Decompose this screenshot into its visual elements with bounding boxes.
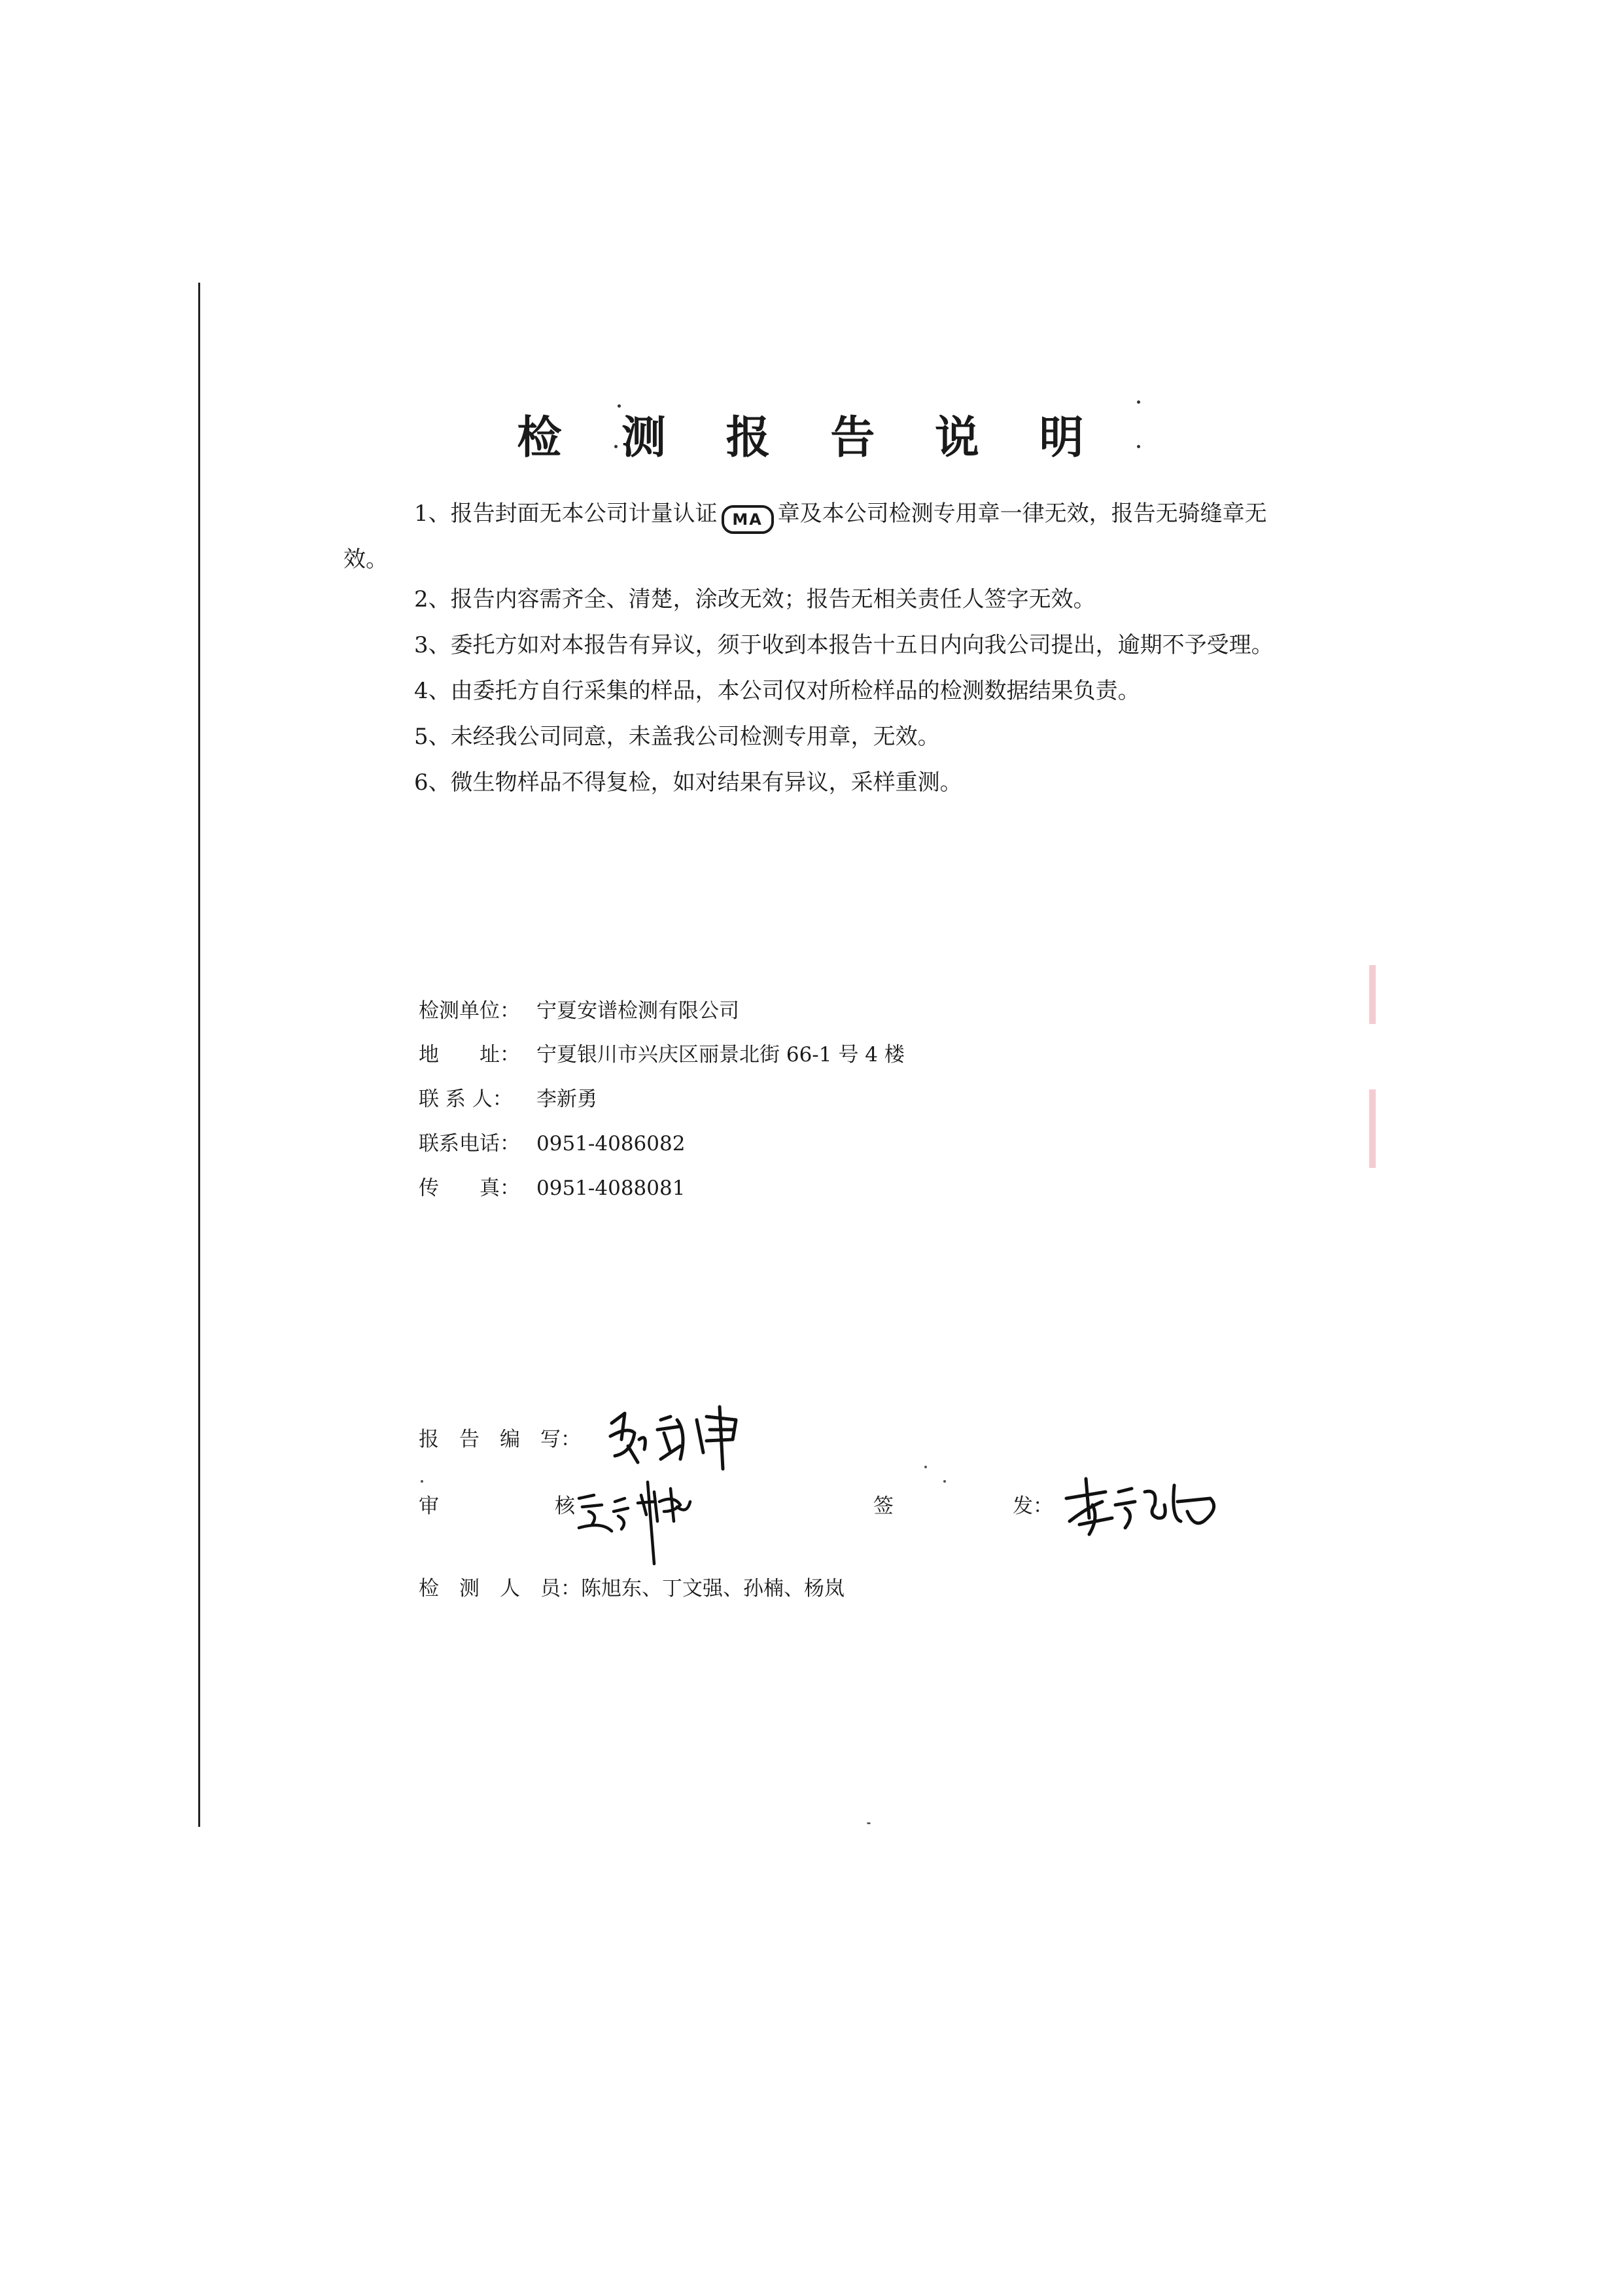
scan-speck [421,1480,423,1483]
note-item-3: 3、委托方如对本报告有异议，须于收到本报告十五日内向我公司提出，逾期不予受理。 [414,632,1274,658]
address-value: 宁夏银川市兴庆区丽景北街 66-1 号 4 楼 [536,1043,905,1067]
document-title: 检 测 报 告 说 明 [517,412,1106,464]
issue-label-1: 签 [873,1494,894,1518]
person-label: 联 系 人： [419,1087,513,1111]
page-border-line [198,283,200,1827]
contact-fax [419,1175,1269,1201]
unit-label: 检测单位： [419,999,520,1023]
phone-label: 联系电话： [419,1132,520,1156]
author-label: 报 告 编 写： [419,1428,581,1451]
stamp-trace [1369,1089,1376,1168]
ma-certification-seal: MA [722,505,774,534]
address-label: 地 址： [419,1043,520,1067]
scan-speck [943,1480,946,1483]
person-value: 李新勇 [536,1087,597,1111]
issue-signature [1060,1472,1223,1544]
phone-value: 0951-4086082 [536,1132,686,1156]
unit-value: 宁夏安谱检测有限公司 [536,999,739,1023]
issue-label-2: 发： [1013,1494,1053,1518]
note-1-text-before: 1、报告封面无本公司计量认证 [414,501,718,527]
review-signature [576,1475,713,1567]
stamp-trace [1369,965,1376,1024]
scan-speck [924,1466,927,1468]
testers-row [419,1576,845,1602]
contact-unit [419,998,1269,1024]
note-1-text-after: 章及本公司检测专用章一律无效，报告无骑缝章无效。 [343,501,1267,573]
author-signature [599,1400,749,1472]
scan-speck [867,1822,871,1824]
note-item-5: 5、未经我公司同意，未盖我公司检测专用章，无效。 [414,724,940,750]
testers-label: 检 测 人 员： [419,1577,581,1600]
review-label-1: 审 [419,1494,439,1518]
contact-address [419,1042,1269,1068]
note-item-4: 4、由委托方自行采集的样品，本公司仅对所检样品的检测数据结果负责。 [414,678,1140,704]
note-item-6: 6、微生物样品不得复检，如对结果有异议，采样重测。 [414,769,962,796]
fax-label: 传 真： [419,1176,520,1200]
contact-phone [419,1131,1269,1157]
note-item-2: 2、报告内容需齐全、清楚，涂改无效；报告无相关责任人签字无效。 [414,586,1096,612]
contact-person [419,1086,1269,1112]
fax-value: 0951-4088081 [536,1176,686,1200]
review-label-2: 核 [555,1494,575,1518]
note-item-1 [343,491,1305,582]
testers-value: 陈旭东、丁文强、孙楠、杨岚 [581,1577,845,1600]
